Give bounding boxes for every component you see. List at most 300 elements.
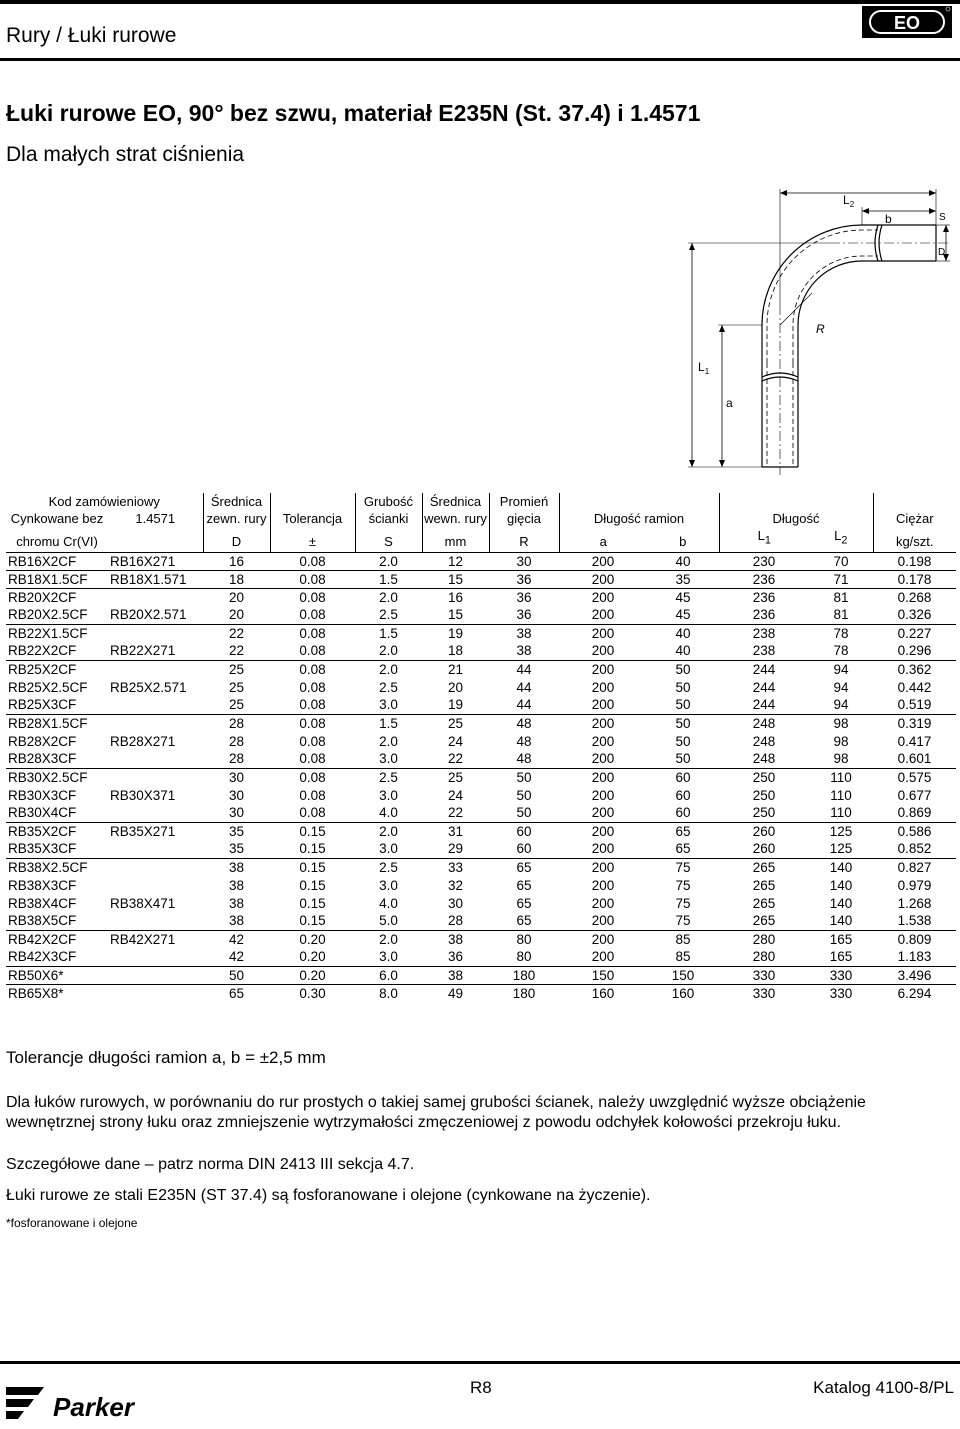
cell-length-l1: 330 [719, 966, 809, 984]
cell-weight: 6.294 [873, 984, 956, 1002]
cell-arm-a: 200 [559, 930, 647, 948]
diagram-label-d: D [938, 247, 946, 258]
cell-code-cf: RB30X2.5CF [6, 768, 108, 786]
cell-code-stainless: RB28X271 [110, 733, 176, 749]
cell-arm-b: 50 [675, 697, 691, 713]
cell-inner-diameter: 25 [422, 714, 489, 732]
table-row [6, 948, 956, 966]
cell-outer-diameter: 50 [203, 966, 270, 984]
cell-tolerance: 0.08 [299, 607, 326, 623]
header-l2: L [834, 528, 842, 543]
cell-bend-radius: 38 [516, 643, 532, 659]
cell-bend-radius: 65 [516, 877, 532, 893]
table-row [6, 858, 956, 876]
cell-length-l2: 140 [829, 895, 853, 911]
header-ciezar-2: kg/szt. [873, 527, 956, 552]
cell-length-l1: 236 [719, 588, 809, 606]
cell-bend-radius: 60 [489, 822, 559, 840]
cell-bend-radius: 44 [489, 660, 559, 678]
cell-weight: 3.496 [873, 966, 956, 984]
cell-code-cf: RB28X3CF [8, 751, 77, 767]
cell-inner-diameter: 38 [422, 930, 489, 948]
cell-arm-a: 200 [591, 679, 615, 695]
cell-code-stainless [108, 912, 203, 930]
cell-weight: 0.362 [873, 660, 956, 678]
table-row [6, 894, 956, 912]
cell-bend-radius: 36 [489, 570, 559, 588]
cell-arm-b: 60 [675, 805, 691, 821]
cell-tolerance: 0.20 [299, 949, 326, 965]
cell-length-l1: 250 [719, 768, 809, 786]
cell-inner-diameter: 16 [422, 588, 489, 606]
cell-length-l2: 165 [809, 930, 873, 948]
cell-arm-a: 200 [559, 624, 647, 642]
header-tol-2: ± [270, 527, 355, 552]
cell-bend-radius: 50 [516, 805, 532, 821]
cell-length-l1: 265 [752, 877, 776, 893]
cell-arm-a: 200 [591, 643, 615, 659]
table-row [6, 840, 956, 858]
cell-length-l1: 250 [752, 805, 776, 821]
cell-bend-radius: 65 [516, 895, 532, 911]
cell-code-cf: RB38X3CF [8, 877, 77, 893]
cell-weight: 0.677 [897, 787, 932, 803]
svg-text:L2 [843, 193, 855, 209]
cell-tolerance: 0.20 [270, 930, 355, 948]
cell-code-stainless: RB25X2.571 [110, 679, 187, 695]
header-grub-1: Grubość [355, 493, 422, 510]
cell-outer-diameter: 25 [228, 679, 245, 695]
cell-arm-a: 200 [559, 660, 647, 678]
cell-code-stainless [108, 876, 203, 894]
cell-length-l1: 260 [752, 841, 776, 857]
table-row [6, 678, 956, 696]
cell-bend-radius: 50 [516, 787, 532, 803]
cell-arm-b: 40 [675, 553, 691, 569]
eo-logo [862, 6, 952, 38]
cell-length-l2: 110 [809, 768, 873, 786]
cell-code-stainless [108, 768, 203, 786]
paragraph-din: Szczegółowe dane – patrz norma DIN 2413 III sekcja 4.7. [6, 1156, 415, 1173]
cell-length-l1: 265 [752, 913, 776, 929]
cell-length-l2: 330 [809, 984, 873, 1002]
cell-outer-diameter: 28 [228, 733, 245, 749]
cell-weight: 1.538 [897, 913, 932, 929]
cell-arm-a: 150 [559, 966, 647, 984]
cell-bend-radius: 180 [489, 966, 559, 984]
header-dl-ramion: Długość ramion [559, 510, 719, 527]
cell-length-l2: 78 [809, 624, 873, 642]
cell-inner-diameter: 20 [447, 679, 464, 695]
diagram-label-a: a [726, 396, 733, 410]
cell-tolerance: 0.08 [299, 805, 326, 821]
cell-length-l2: 94 [833, 679, 849, 695]
cell-wall-thickness: 3.0 [379, 787, 398, 803]
cell-arm-b: 65 [647, 822, 719, 840]
cell-arm-b: 75 [675, 913, 691, 929]
cell-bend-radius: 48 [516, 751, 532, 767]
cell-weight: 0.198 [897, 553, 932, 569]
table-row [6, 588, 956, 606]
header-ciezar-1: Ciężar [895, 511, 934, 526]
cell-bend-radius: 30 [516, 553, 532, 569]
cell-weight: 0.869 [897, 805, 932, 821]
cell-code-stainless: RB38X471 [110, 895, 176, 911]
cell-tolerance: 0.15 [299, 841, 326, 857]
cell-length-l1: 230 [752, 553, 776, 569]
cell-tolerance: 0.08 [270, 588, 355, 606]
cell-arm-a: 200 [591, 895, 615, 911]
cell-tolerance: 0.08 [270, 570, 355, 588]
header-grub-3: S [355, 527, 422, 552]
cell-wall-thickness: 3.0 [379, 751, 398, 767]
header-cynk-1: Cynkowane bez [10, 511, 104, 526]
cell-weight: 0.519 [897, 697, 932, 713]
table-row [6, 984, 956, 1002]
cell-tolerance: 0.08 [270, 624, 355, 642]
cell-tolerance: 0.08 [299, 679, 326, 695]
cell-wall-thickness: 3.0 [379, 877, 398, 893]
eo-logo-text: EO [893, 13, 921, 33]
cell-length-l2: 140 [809, 858, 873, 876]
cell-outer-diameter: 35 [203, 822, 270, 840]
cell-arm-a: 200 [591, 697, 615, 713]
cell-code-cf: RB25X2CF [6, 660, 108, 678]
parker-logo [4, 1383, 136, 1423]
cell-outer-diameter: 35 [228, 841, 245, 857]
cell-arm-b: 150 [647, 966, 719, 984]
cell-arm-b: 75 [675, 877, 691, 893]
cell-wall-thickness: 3.0 [379, 841, 398, 857]
cell-length-l2: 98 [833, 733, 849, 749]
cell-outer-diameter: 30 [203, 768, 270, 786]
cell-arm-b: 160 [647, 984, 719, 1002]
page-subtitle: Dla małych strat ciśnienia [6, 143, 245, 166]
cell-weight: 0.417 [897, 733, 932, 749]
cell-weight: 0.178 [873, 570, 956, 588]
cell-inner-diameter: 32 [447, 877, 464, 893]
cell-arm-a: 200 [559, 588, 647, 606]
cell-arm-b: 50 [647, 660, 719, 678]
header-stainless: 1.4571 [108, 510, 203, 527]
header-tol-1: Tolerancja [270, 510, 355, 527]
cell-bend-radius: 65 [516, 913, 532, 929]
header-sr-wewn-3: mm [422, 527, 489, 552]
cell-outer-diameter: 20 [228, 607, 245, 623]
cell-weight: 0.227 [873, 624, 956, 642]
cell-wall-thickness: 5.0 [379, 913, 398, 929]
cell-wall-thickness: 2.0 [379, 733, 398, 749]
cell-weight: 0.268 [873, 588, 956, 606]
cell-bend-radius: 48 [489, 714, 559, 732]
cell-bend-radius: 80 [516, 949, 532, 965]
cell-inner-diameter: 24 [447, 733, 464, 749]
cell-wall-thickness: 2.0 [355, 660, 422, 678]
pipe-bend-diagram [680, 185, 952, 475]
cell-arm-a: 200 [591, 553, 615, 569]
cell-code-stainless: RB35X271 [108, 822, 203, 840]
cell-code-cf: RB35X3CF [8, 841, 77, 857]
cell-tolerance: 0.08 [299, 733, 326, 749]
table-row [6, 606, 956, 624]
diagram-label-l2-sub: 2 [849, 200, 855, 209]
cell-inner-diameter: 22 [447, 751, 464, 767]
cell-weight: 0.852 [897, 841, 932, 857]
cell-code-cf: RB28X1.5CF [6, 714, 108, 732]
header-sr-wewn-2: wewn. rury [422, 510, 489, 527]
cell-length-l1: 244 [752, 697, 776, 713]
cell-inner-diameter: 15 [447, 607, 464, 623]
cell-length-l2: 94 [809, 660, 873, 678]
cell-outer-diameter: 42 [228, 949, 245, 965]
cell-wall-thickness: 2.0 [379, 643, 398, 659]
cell-outer-diameter: 22 [203, 624, 270, 642]
cell-length-l1: 250 [752, 787, 776, 803]
cell-length-l1: 236 [719, 570, 809, 588]
cell-code-stainless [108, 660, 203, 678]
cell-wall-thickness: 4.0 [379, 805, 398, 821]
cell-inner-diameter: 18 [447, 643, 464, 659]
cell-outer-diameter: 28 [228, 751, 245, 767]
cell-weight: 1.268 [897, 895, 932, 911]
cell-inner-diameter: 22 [447, 805, 464, 821]
top-rule [0, 0, 960, 4]
cell-wall-thickness: 2.5 [379, 607, 398, 623]
cell-weight: 0.979 [897, 877, 932, 893]
cell-arm-b: 75 [675, 895, 691, 911]
cell-arm-b: 50 [675, 751, 691, 767]
cell-inner-diameter: 30 [447, 895, 464, 911]
table-row [6, 966, 956, 984]
header-l1-sub: 1 [764, 534, 771, 547]
cell-bend-radius: 50 [489, 768, 559, 786]
table-row [6, 930, 956, 948]
cell-length-l1: 236 [752, 607, 776, 623]
cell-code-stainless [108, 858, 203, 876]
cell-arm-b: 85 [675, 949, 691, 965]
cell-code-cf: RB16X2CF [8, 553, 77, 569]
cell-inner-diameter: 29 [447, 841, 464, 857]
cell-arm-a: 200 [559, 714, 647, 732]
header-b: b [647, 527, 719, 552]
cell-inner-diameter: 31 [422, 822, 489, 840]
cell-length-l2: 125 [809, 822, 873, 840]
header-prom-3: R [489, 527, 559, 552]
cell-weight: 0.319 [873, 714, 956, 732]
header-kod: Kod zamówieniowy [6, 493, 203, 510]
cell-tolerance: 0.08 [270, 714, 355, 732]
table-row [6, 552, 956, 570]
cell-code-cf: RB38X4CF [8, 895, 77, 911]
cell-weight: 0.586 [873, 822, 956, 840]
header-sr-zewn-2: zewn. rury [203, 510, 270, 527]
cell-weight: 1.183 [897, 949, 932, 965]
cell-outer-diameter: 28 [203, 714, 270, 732]
cell-outer-diameter: 42 [203, 930, 270, 948]
cell-arm-a: 200 [591, 733, 615, 749]
cell-length-l2: 81 [809, 588, 873, 606]
cell-tolerance: 0.08 [299, 751, 326, 767]
header-l2-sub: 2 [841, 534, 848, 547]
cell-inner-diameter: 15 [422, 570, 489, 588]
cell-length-l1: 244 [752, 679, 776, 695]
cell-length-l1: 248 [719, 714, 809, 732]
cell-weight: 0.326 [897, 607, 932, 623]
cell-length-l1: 280 [719, 930, 809, 948]
cell-arm-b: 85 [647, 930, 719, 948]
cell-inner-diameter: 24 [447, 787, 464, 803]
table-row [6, 624, 956, 642]
header-sr-zewn-1: Średnica [203, 493, 270, 510]
header-dlugosc: Długość [719, 510, 873, 527]
cell-length-l1: 248 [752, 751, 776, 767]
cell-length-l2: 78 [833, 643, 849, 659]
table-row [6, 912, 956, 930]
cell-arm-a: 200 [591, 949, 615, 965]
paragraph-load: Dla łuków rurowych, w porównaniu do rur prostych o takiej samej grubości ścianek, należy uwzględnić wyższe obciążenie wewnętrznej strony łuku oraz zmniejszenie wytrzymałości zmęczeniowej z powodu odchyłek kołowości przekroju łuku. [6, 1094, 866, 1131]
cell-code-cf: RB22X2CF [8, 643, 77, 659]
cell-code-cf: RB38X5CF [8, 913, 77, 929]
cell-tolerance: 0.08 [270, 660, 355, 678]
footer-rule [0, 1361, 960, 1364]
header-sr-wewn-1: Średnica [422, 493, 489, 510]
cell-inner-diameter: 12 [447, 553, 464, 569]
footnote: *fosforanowane i olejone [6, 1216, 138, 1230]
cell-code-cf: RB28X2CF [8, 733, 77, 749]
cell-length-l1: 248 [752, 733, 776, 749]
cell-code-cf: RB30X3CF [8, 787, 77, 803]
cell-arm-a: 200 [591, 913, 615, 929]
cell-code-stainless [108, 750, 203, 768]
diagram-label-l1-sub: 1 [704, 367, 710, 376]
cell-code-cf: RB20X2.5CF [8, 607, 88, 623]
cell-code-cf: RB42X2CF [6, 930, 108, 948]
cell-inner-diameter: 33 [422, 858, 489, 876]
cell-length-l2: 98 [833, 751, 849, 767]
cell-tolerance: 0.08 [299, 787, 326, 803]
cell-arm-b: 50 [675, 679, 691, 695]
cell-arm-a: 200 [559, 858, 647, 876]
cell-arm-a: 200 [591, 877, 615, 893]
cell-inner-diameter: 49 [422, 984, 489, 1002]
cell-wall-thickness: 3.0 [379, 949, 398, 965]
cell-tolerance: 0.08 [299, 643, 326, 659]
cell-code-cf: RB18X1.5CF [6, 570, 108, 588]
cell-bend-radius: 60 [516, 841, 532, 857]
cell-code-cf: RB50X6* [6, 966, 108, 984]
cell-arm-b: 45 [675, 607, 691, 623]
cell-code-stainless: RB22X271 [110, 643, 176, 659]
cell-inner-diameter: 25 [422, 768, 489, 786]
cell-tolerance: 0.30 [270, 984, 355, 1002]
table-row [6, 768, 956, 786]
cell-weight: 0.575 [873, 768, 956, 786]
spec-table-body [6, 552, 956, 1002]
cell-tolerance: 0.15 [299, 895, 326, 911]
cell-wall-thickness: 2.5 [355, 858, 422, 876]
cell-tolerance: 0.15 [299, 877, 326, 893]
table-row [6, 786, 956, 804]
cell-code-cf: RB35X2CF [6, 822, 108, 840]
cell-weight: 0.827 [873, 858, 956, 876]
cell-bend-radius: 38 [489, 624, 559, 642]
catalog-number: Katalog 4100-8/PL [813, 1378, 954, 1397]
table-row [6, 660, 956, 678]
diagram-label-l1: L [698, 360, 705, 374]
cell-length-l1: 238 [752, 643, 776, 659]
cell-length-l2: 140 [829, 913, 853, 929]
cell-outer-diameter: 65 [203, 984, 270, 1002]
cell-length-l2: 94 [833, 697, 849, 713]
cell-code-cf: RB42X3CF [8, 949, 77, 965]
cell-outer-diameter: 38 [228, 877, 245, 893]
cell-wall-thickness: 2.0 [355, 588, 422, 606]
cell-length-l1: 244 [719, 660, 809, 678]
cell-weight: 0.296 [897, 643, 932, 659]
page-title: Łuki rurowe EO, 90° bez szwu, materiał E235N (St. 37.4) i 1.4571 [6, 100, 701, 126]
cell-wall-thickness: 2.0 [355, 930, 422, 948]
cell-length-l2: 110 [830, 805, 852, 821]
cell-outer-diameter: 16 [228, 553, 245, 569]
cell-length-l2: 140 [829, 877, 853, 893]
cell-length-l2: 330 [809, 966, 873, 984]
cell-code-stainless: RB42X271 [108, 930, 203, 948]
cell-length-l1: 265 [752, 895, 776, 911]
cell-tolerance: 0.15 [299, 913, 326, 929]
cell-tolerance: 0.08 [270, 768, 355, 786]
cell-wall-thickness: 2.0 [355, 822, 422, 840]
cell-arm-b: 65 [675, 841, 691, 857]
paragraph-finish: Łuki rurowe ze stali E235N (ST 37.4) są fosforanowane i olejone (cynkowane na życzenie). [6, 1187, 651, 1204]
cell-bend-radius: 65 [489, 858, 559, 876]
cell-length-l2: 110 [830, 787, 852, 803]
cell-code-cf: RB38X2.5CF [6, 858, 108, 876]
cell-bend-radius: 44 [516, 679, 532, 695]
cell-length-l2: 125 [829, 841, 853, 857]
cell-arm-b: 75 [647, 858, 719, 876]
cell-code-cf: RB25X3CF [8, 697, 77, 713]
cell-arm-a: 160 [559, 984, 647, 1002]
diagram-label-r: R [816, 322, 825, 336]
cell-length-l2: 165 [829, 949, 853, 965]
cell-outer-diameter: 38 [228, 895, 245, 911]
cell-wall-thickness: 2.0 [379, 553, 398, 569]
cell-code-cf: RB25X2.5CF [8, 679, 88, 695]
header-prom-1: Promień [489, 493, 559, 510]
header-sr-zewn-3: D [203, 527, 270, 552]
cell-outer-diameter: 20 [203, 588, 270, 606]
cell-length-l2: 71 [809, 570, 873, 588]
cell-code-cf: RB65X8* [6, 984, 108, 1002]
cell-code-stainless [108, 714, 203, 732]
cell-code-stainless [108, 696, 203, 714]
header-a: a [559, 527, 647, 552]
cell-length-l1: 238 [719, 624, 809, 642]
cell-outer-diameter: 38 [228, 913, 245, 929]
section-title: Rury / Łuki rurowe [6, 24, 177, 47]
cell-arm-b: 60 [647, 768, 719, 786]
cell-arm-b: 50 [647, 714, 719, 732]
cell-code-stainless [108, 804, 203, 822]
cell-code-stainless: RB16X271 [110, 553, 176, 569]
cell-outer-diameter: 22 [228, 643, 245, 659]
cell-inner-diameter: 38 [422, 966, 489, 984]
cell-bend-radius: 180 [489, 984, 559, 1002]
cell-inner-diameter: 19 [447, 697, 464, 713]
cell-wall-thickness: 3.0 [379, 697, 398, 713]
cell-length-l2: 98 [809, 714, 873, 732]
cell-length-l1: 330 [719, 984, 809, 1002]
